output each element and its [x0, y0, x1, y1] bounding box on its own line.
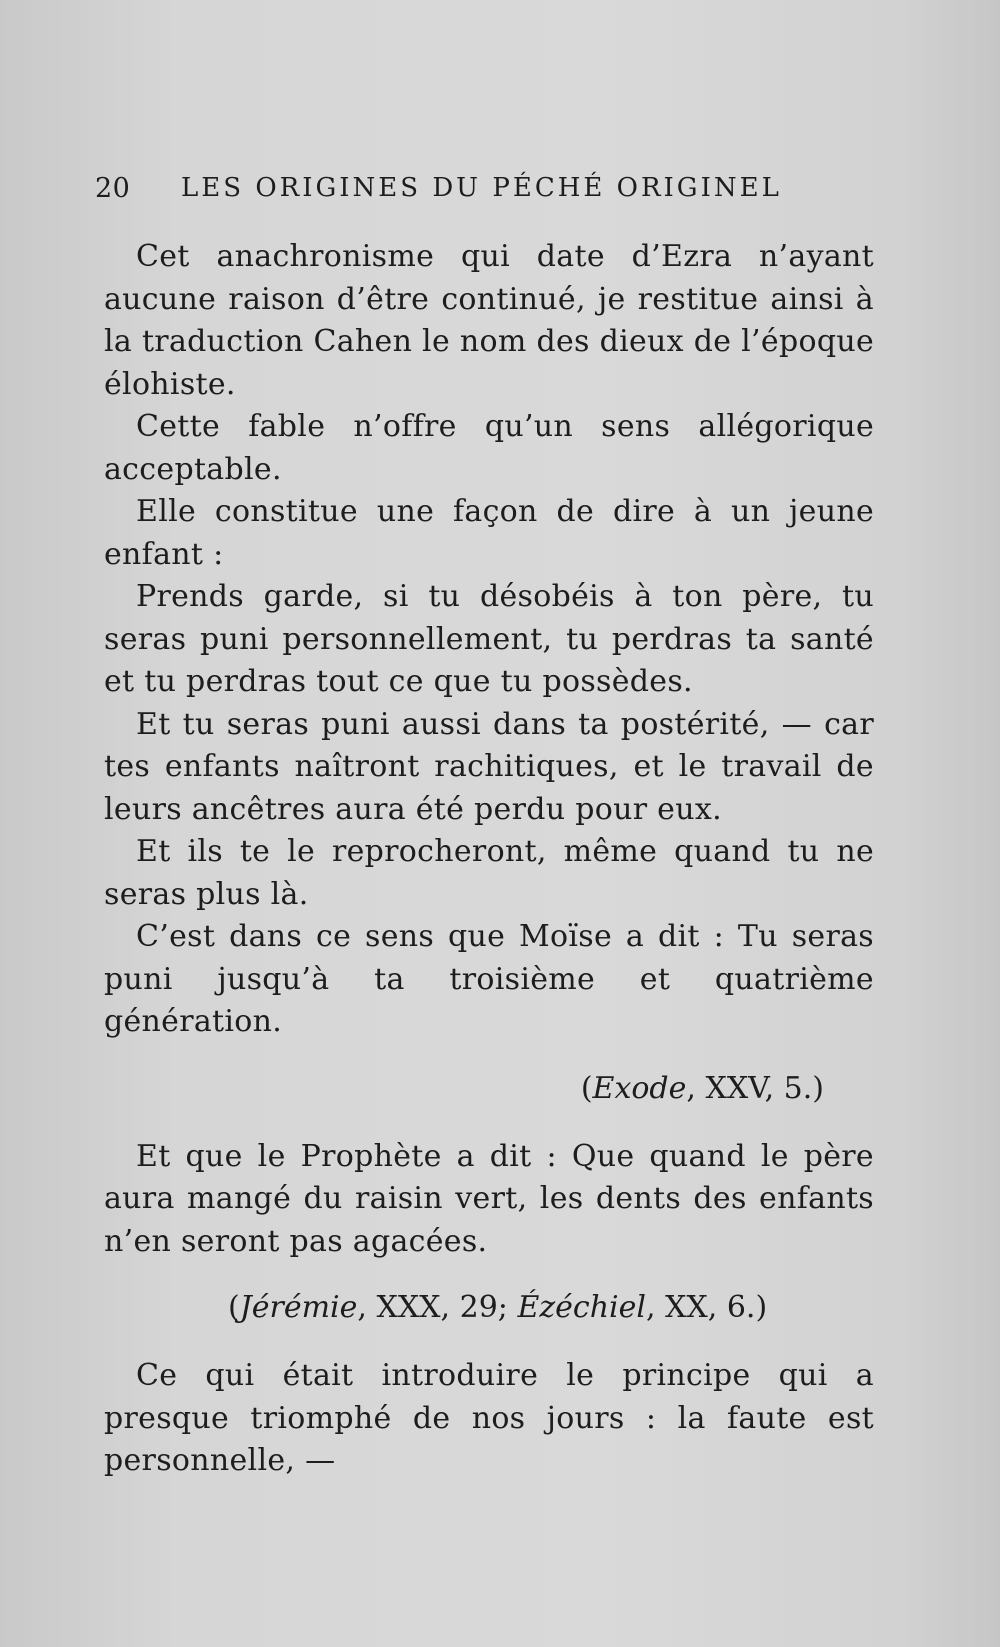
citation-open-paren: ( — [228, 1290, 240, 1325]
paragraph-child: Elle constitue une façon de dire à un jeune enfant : — [104, 494, 874, 572]
paragraph-final: Ce qui était introduire le principe qui a presque triomphé de nos jours : la faute est personnelle, — — [104, 1358, 874, 1478]
citation-reference-ezechiel: , XX, 6.) — [645, 1290, 768, 1325]
citation-reference-jeremie: , XXX, 29; — [357, 1290, 518, 1325]
citation-exodus — [104, 1068, 874, 1110]
paragraph-prophet: Et que le Prophète a dit : Que quand le père aura mangé du raisin vert, les dents des enfants n’en seront pas agacées. — [104, 1138, 874, 1259]
paragraph-reproach: Et ils te le reprocheront, même quand tu ne seras plus là. — [104, 834, 874, 912]
running-title: LES ORIGINES DU PÉCHÉ ORIGINEL — [181, 173, 782, 203]
paragraph-warning: Prends garde, si tu désobéis à ton père, tu seras puni personnellement, tu perdras ta santé et tu perdras tout ce que tu possèdes. — [104, 579, 874, 699]
paragraph-fable: Cette fable n’offre qu’un sens allégorique acceptable. — [104, 409, 874, 487]
citation-open-paren: ( — [580, 1070, 593, 1106]
body-text — [104, 236, 874, 1483]
citation-book-ezechiel: Ézéchiel — [517, 1290, 646, 1325]
citation-book-exode: Exode — [592, 1070, 687, 1106]
paragraph-posterity: Et tu seras puni aussi dans ta postérité, — car tes enfants naîtront rachitiques, et le travail de leurs ancêtres aura été perdu pour eux. — [104, 706, 874, 827]
citation-book-jeremie: Jérémie — [239, 1290, 358, 1325]
citation-reference: , XXV, 5.) — [686, 1070, 824, 1106]
page-number: 20 — [95, 173, 131, 204]
paragraph-moses: C’est dans ce sens que Moïse a dit : Tu seras puni jusqu’à ta troisième et quatrième génération. — [104, 919, 874, 1039]
page-header — [95, 173, 785, 213]
citation-jeremiah-ezekiel — [104, 1287, 874, 1329]
paragraph-anachronism: Cet anachronisme qui date d’Ezra n’ayant aucune raison d’être continué, je restitue ainsi à la traduction Cahen le nom des dieux de l’époque élohiste. — [104, 239, 874, 402]
